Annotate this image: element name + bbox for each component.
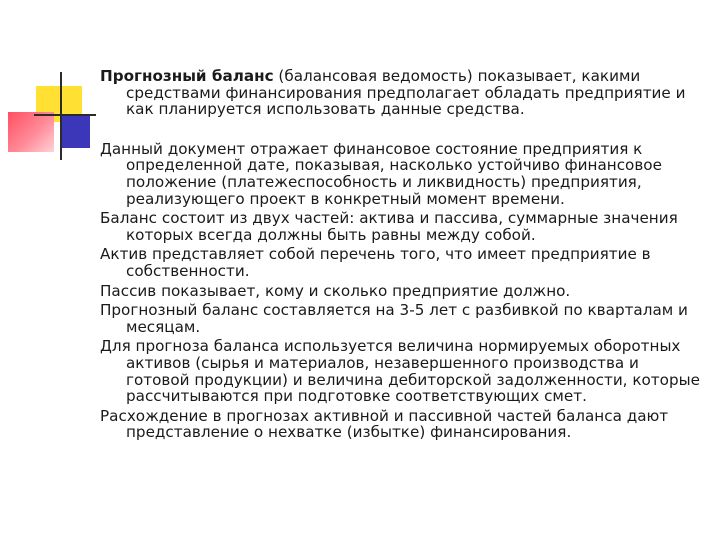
decor-horizontal-line <box>34 114 96 116</box>
intro-paragraph <box>100 68 704 118</box>
intro-text: (балансовая ведомость) показывает, какими средствами финансирования предполагает обладать предприятие и как планируется использовать данные средства. <box>126 67 686 119</box>
paragraph-document-state: Данный документ отражает финансовое состояние предприятия к определенной дате, показывая, насколько устойчиво финансовое положение (платежеспособность и ликвидность) предприятия, реализующего проект в конкретный момент времени. <box>100 139 662 208</box>
paragraph-assets: Актив представляет собой перечень того, что имеет предприятие в собственности. <box>100 245 651 280</box>
slide-body <box>100 68 704 444</box>
paragraph-balance-parts: Баланс состоит из двух частей: актива и пассива, суммарные значения которых всегда должны быть равны между собой. <box>100 209 678 244</box>
paragraph-forecast-method: Для прогноза баланса используется величина нормируемых оборотных активов (сырья и материалов, незавершенного производства и готовой продукции) и величина дебиторской задолженности, которые рассчитываются при подготовке соответствующих смет. <box>100 337 700 406</box>
decor-red-square <box>8 112 54 152</box>
paragraph-discrepancy: Расхождение в прогнозах активной и пассивной частей баланса дают представление о нехватке (избытке) финансирования. <box>100 406 669 442</box>
decor-blue-square <box>60 116 90 148</box>
intro-term: Прогнозный баланс <box>100 67 274 85</box>
paragraph-liabilities: Пассив показывает, кому и сколько предприятие должно. <box>100 281 571 300</box>
decor-vertical-line <box>60 72 62 160</box>
paragraph-forecast-period: Прогнозный баланс составляется на 3-5 лет с разбивкой по кварталам и месяцам. <box>100 301 688 336</box>
